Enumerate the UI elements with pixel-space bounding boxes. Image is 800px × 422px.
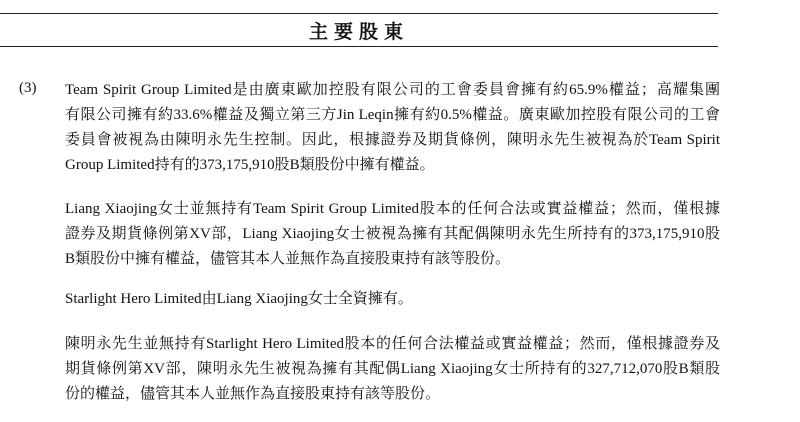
page-title: 主要股東 (308, 22, 409, 43)
paragraph-ownership (65, 78, 720, 178)
header-top-rule (0, 13, 718, 14)
text-line: 證券及期貨條例第XV部，Liang Xiaojing女士被視為擁有其配偶陳明永先生所持有的373,175,910股 (65, 226, 720, 242)
header-bottom-rule (0, 46, 718, 47)
text-line: Group Limited持有的373,175,910股B類股份中擁有權益。 (65, 157, 435, 173)
text-line: 有限公司擁有約33.6%權益及獨立第三方Jin Leqin擁有約0.5%權益。廣東歐加控股有限公司的工會 (65, 107, 720, 123)
paragraph-chen-interest (65, 332, 720, 407)
text-line: 份的權益，儘管其本人並無作為直接股東持有該等股份。 (65, 386, 441, 402)
text-line: B類股份中擁有權益，儘管其本人並無作為直接股東持有該等股份。 (65, 251, 511, 267)
text-line: 期貨條例第XV部，陳明永先生被視為擁有其配偶Liang Xiaojing女士所持有的327,712,070股B類股 (65, 361, 720, 377)
text-line: 委員會被視為由陳明永先生控制。因此，根據證券及期貨條例，陳明永先生被視為於Team Spirit (65, 132, 720, 148)
text-line: Team Spirit Group Limited是由廣東歐加控股有限公司的工會委員會擁有約65.9%權益；高耀集團 (65, 82, 720, 98)
text-line: Starlight Hero Limited由Liang Xiaojing女士全資擁有。 (65, 291, 413, 307)
text-line: 陳明永先生並無持有Starlight Hero Limited股本的任何合法權益或實益權益；然而，僅根據證券及 (65, 336, 720, 352)
paragraph-spouse-interest (65, 197, 720, 272)
note-number: (3) (19, 80, 37, 96)
text-line: Liang Xiaojing女士並無持有Team Spirit Group Limited股本的任何合法或實益權益；然而，僅根據 (65, 201, 720, 217)
paragraph-starlight (65, 287, 720, 312)
